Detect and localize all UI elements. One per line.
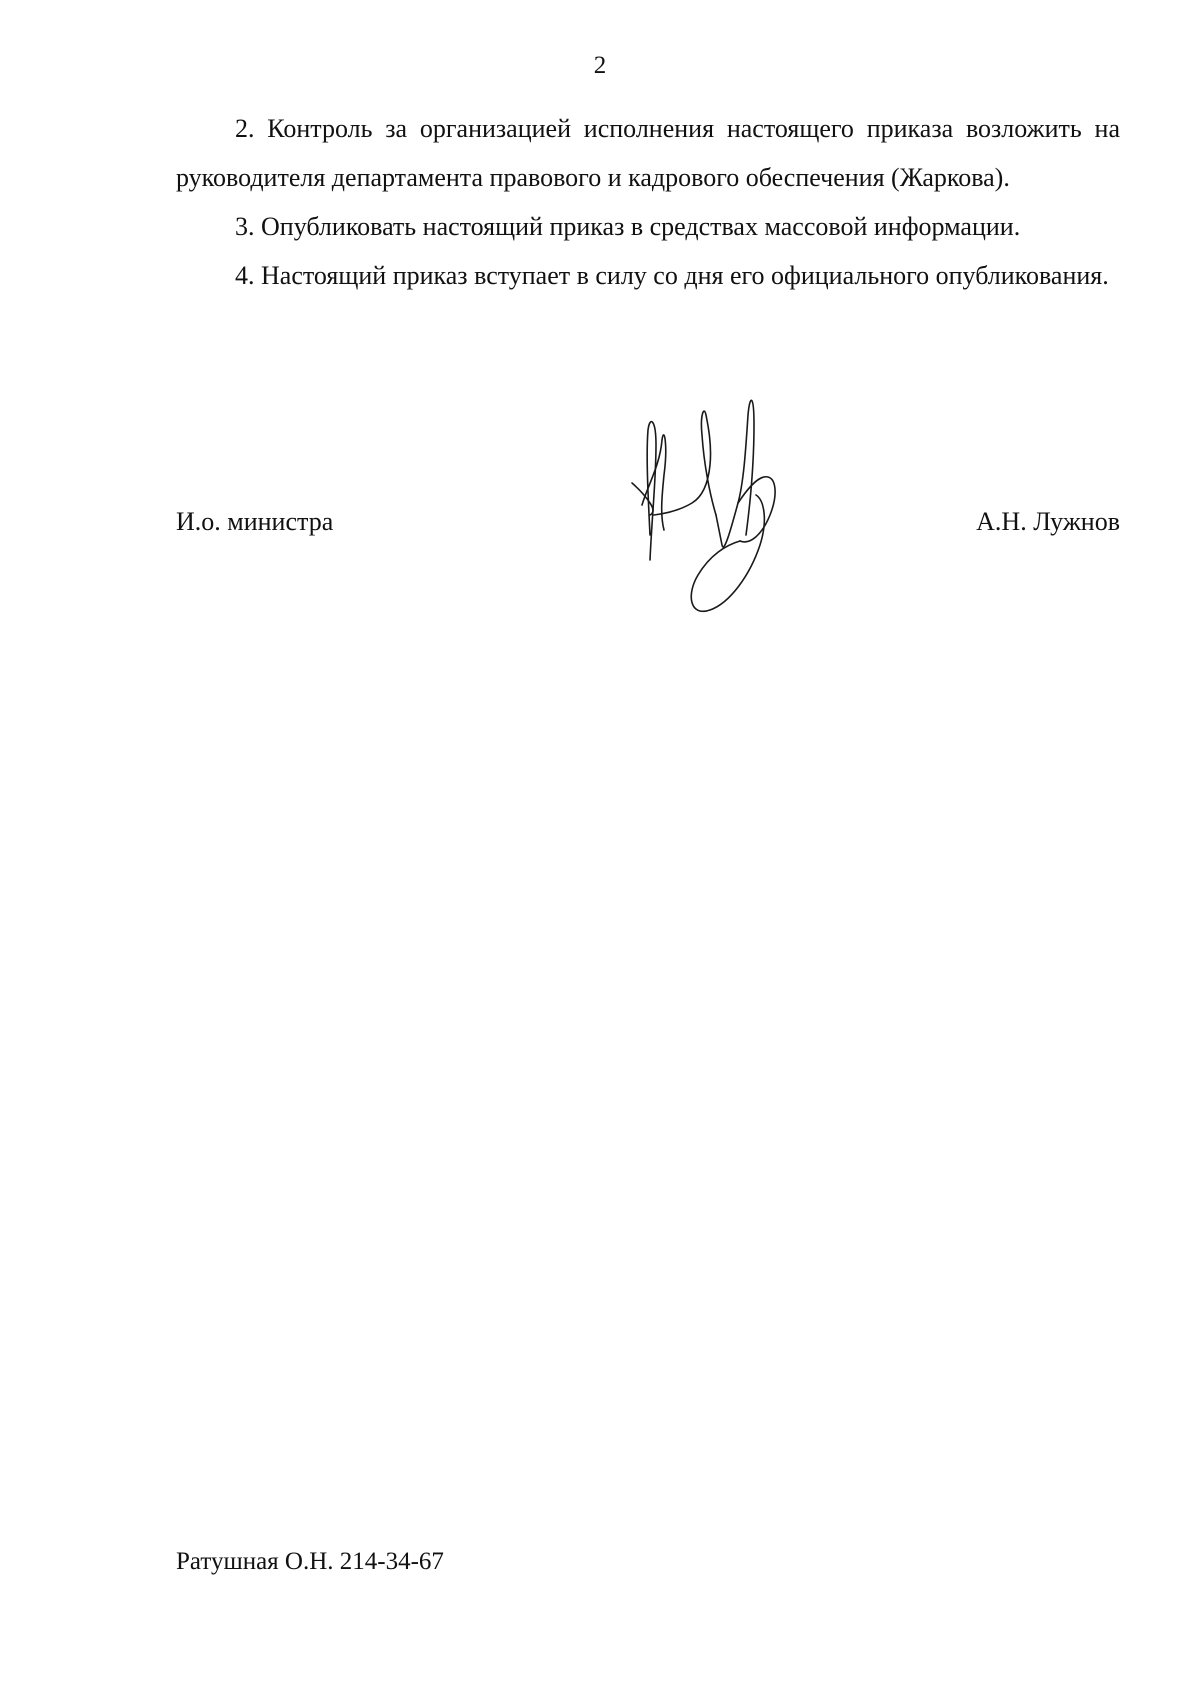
handwritten-signature	[620, 385, 820, 625]
paragraph-publish: 3. Опубликовать настоящий приказ в средствах массовой информации.	[235, 212, 1021, 241]
document-body	[176, 104, 1120, 300]
paragraph-control: 2. Контроль за организацией исполнения настоящего приказа возложить на руководителя департамента правового и кадрового обеспечения (Жаркова).	[176, 114, 1120, 192]
page-number: 2	[593, 52, 607, 79]
paragraph-effective: 4. Настоящий приказ вступает в силу со дня его официального опубликования.	[235, 261, 1109, 290]
signatory-name: А.Н. Лужнов	[976, 507, 1120, 536]
footer-contact: Ратушная О.Н. 214-34-67	[176, 1548, 444, 1575]
signatory-title: И.о. министра	[176, 507, 334, 536]
